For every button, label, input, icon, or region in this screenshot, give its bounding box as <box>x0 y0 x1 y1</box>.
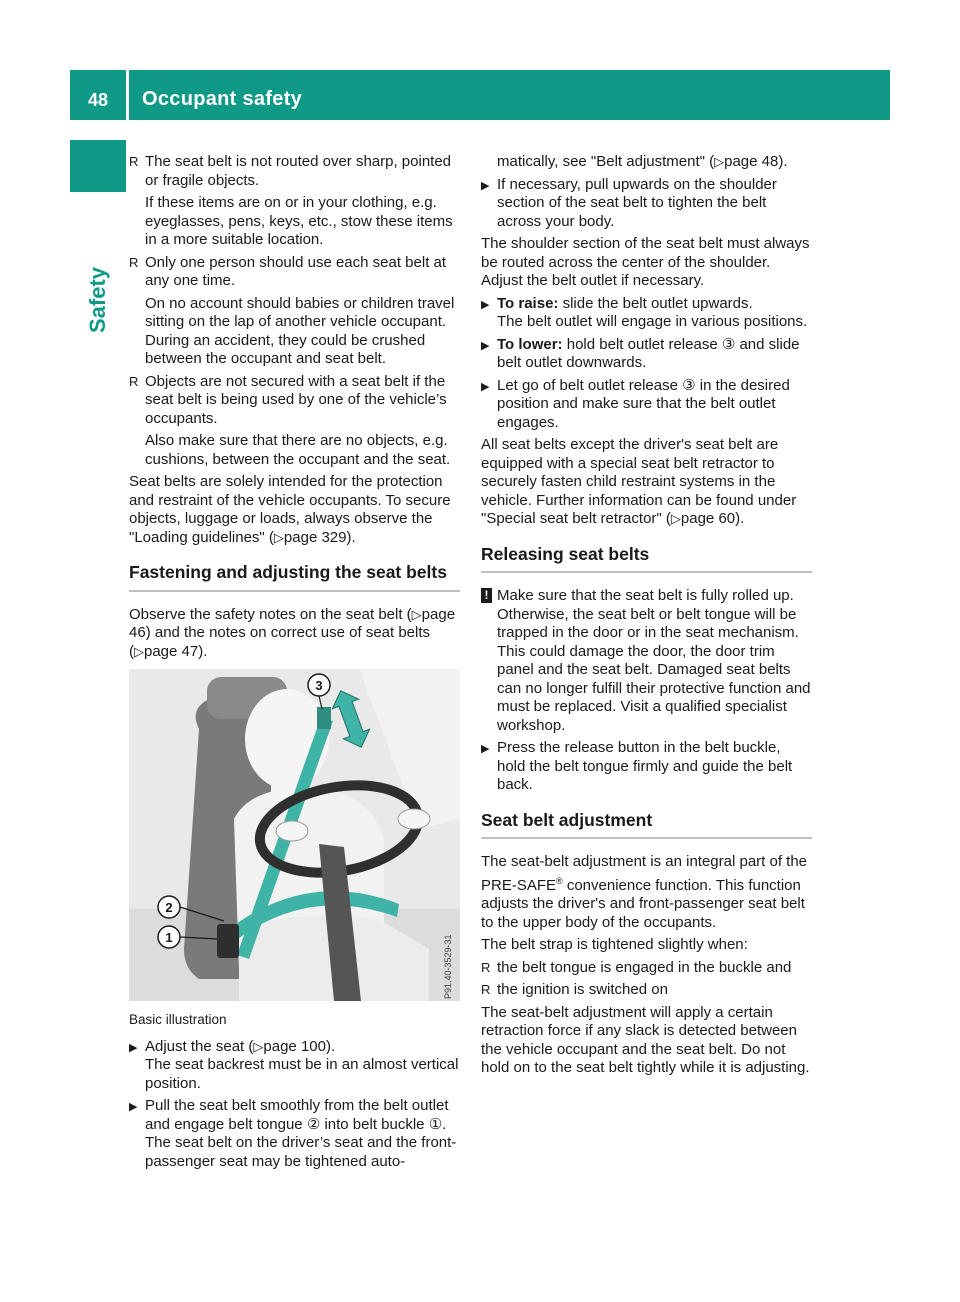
bullet-icon: R <box>129 254 139 270</box>
list-item <box>481 295 812 332</box>
step-text: Let go of belt outlet release ③ in the desired position and make sure that the belt outlet engages. <box>497 376 790 431</box>
bullet-subtext: On no account should babies or children travel sitting on the lap of another vehicle occupant. During an accident, they could be crushed between the occupant and seat belt. <box>145 294 455 367</box>
warning-note <box>481 587 812 735</box>
step-arrow-icon: ▶ <box>481 179 490 192</box>
page-reference[interactable]: page 47 <box>144 642 199 660</box>
right-column <box>481 153 812 1082</box>
final-paragraph: The seat-belt adjustment will apply a certain retraction force if any slack is detected between the vehicle occupant and the seat belt. Do not hold on to the seat belt tightly while it is adjusting. <box>481 1003 810 1076</box>
seat-belt-illustration <box>129 669 460 1001</box>
list-item <box>129 1097 460 1171</box>
bullet-text: Only one person should use each seat belt at any one time. <box>145 253 447 289</box>
page-ref-arrow-icon: ▷ <box>670 511 681 526</box>
page-ref-arrow-icon: ▷ <box>714 154 725 169</box>
list-item <box>481 959 812 978</box>
step-arrow-icon: ▶ <box>481 298 490 311</box>
list-item <box>129 1038 460 1094</box>
step-arrow-icon: ▶ <box>481 743 490 755</box>
page-header <box>70 70 890 120</box>
bullet-icon: R <box>129 154 139 169</box>
list-item <box>481 739 812 795</box>
list-item <box>129 254 460 369</box>
step-arrow-icon: ▶ <box>481 380 490 393</box>
list-item <box>481 377 812 433</box>
callout-ref: ③ <box>682 376 696 394</box>
step-arrow-icon: ▶ <box>481 339 490 352</box>
callout-ref: ① <box>428 1115 443 1133</box>
callout-ref: ③ <box>721 335 736 353</box>
bullet-subtext: If these items are on or in your clothing, e.g. eyeglasses, pens, keys, etc., stow these items in a more suitable location. <box>145 194 453 248</box>
step-text: To lower: hold belt outlet release ③ and slide belt outlet downwards. <box>497 335 800 371</box>
list-item <box>481 336 812 373</box>
step-text: Pull the seat belt smoothly from the belt outlet and engage belt tongue ② into belt buckle ①. The seat belt on the driver’s seat and the front-passenger seat may be tightened auto- <box>145 1097 457 1170</box>
page-reference[interactable]: page 60 <box>680 510 736 527</box>
step-arrow-icon: ▶ <box>129 1041 138 1054</box>
callout-1: 1 <box>165 930 173 945</box>
list-item <box>481 176 812 232</box>
header-divider <box>126 70 129 120</box>
bullet-icon: R <box>481 982 491 997</box>
page-reference[interactable]: page 46 <box>129 605 456 641</box>
bullet-text: the belt tongue is engaged in the buckle and <box>497 958 792 976</box>
warning-icon: ! <box>481 588 492 603</box>
section-label-text: Safety <box>85 266 111 334</box>
section-heading: Releasing seat belts <box>481 545 812 574</box>
list-item <box>129 153 460 250</box>
page-ref-arrow-icon: ▷ <box>134 643 144 659</box>
list-item <box>129 373 460 470</box>
adjustment-paragraph: The seat-belt adjustment is an integral part of the PRE-SAFE® convenience function. This function adjusts the driver's and front-passenger seat belt to the upper body of the occupants. <box>481 853 808 931</box>
page-reference[interactable]: page 329 <box>283 528 347 546</box>
shoulder-paragraph: The shoulder section of the seat belt must always be routed across the center of the shoulder. Adjust the belt outlet if necessary. <box>481 235 810 289</box>
section-heading: Seat belt adjustment <box>481 811 812 840</box>
bullet-text: the ignition is switched on <box>497 981 668 998</box>
section-heading: Fastening and adjusting the seat belts <box>129 563 460 592</box>
retractor-paragraph: All seat belts except the driver's seat belt are equipped with a special seat belt retractor to securely fasten child restraint systems in the vehicle. Further information can be found under "Special seat belt retractor" (▷page 60). <box>481 436 797 527</box>
callout-ref: ② <box>306 1115 321 1133</box>
page-title: Occupant safety <box>142 88 303 110</box>
left-column <box>129 153 460 1175</box>
page-ref-arrow-icon: ▷ <box>273 529 284 545</box>
list-item <box>481 981 812 1000</box>
step-text: Press the release button in the belt buckle, hold the belt tongue firmly and guide the belt back. <box>497 739 793 793</box>
bullet-text: The seat belt is not routed over sharp, pointed or fragile objects. <box>145 153 452 189</box>
figure-caption: Basic illustration <box>129 1012 227 1027</box>
conditions-intro: The belt strap is tightened slightly when: <box>481 936 748 953</box>
figure-code: P91.40-3529-31 <box>443 934 453 999</box>
page-ref-arrow-icon: ▷ <box>411 606 422 622</box>
intro-paragraph: Observe the safety notes on the seat belt (▷page 46) and the notes on correct use of seat belts (▷page 47). <box>129 605 456 660</box>
step-text: To raise: slide the belt outlet upwards. The belt outlet will engage in various positions. <box>497 294 808 330</box>
page-ref-arrow-icon: ▷ <box>253 1038 264 1054</box>
bullet-subtext: Also make sure that there are no objects, e.g. cushions, between the occupant and the seat. <box>145 432 451 468</box>
bullet-text: Objects are not secured with a seat belt if the seat belt is being used by one of the vehicle’s occupants. <box>145 372 447 427</box>
page-number: 48 <box>87 90 109 110</box>
bullet-icon: R <box>129 373 139 389</box>
step-text: Adjust the seat (▷page 100). The seat backrest must be in an almost vertical position. <box>145 1037 459 1092</box>
step-text: If necessary, pull upwards on the shoulder section of the seat belt to tighten the belt across your body. <box>497 175 777 230</box>
page-reference[interactable]: page 48 <box>724 153 779 170</box>
page-reference[interactable]: page 100 <box>263 1037 326 1055</box>
bullet-icon: R <box>481 959 491 975</box>
continued-text: matically, see "Belt adjustment" (▷page 48). <box>497 153 788 170</box>
warning-text: Make sure that the seat belt is fully rolled up. Otherwise, the seat belt or belt tongue will be trapped in the door or in the seat mechanism. This could damage the door, the door trim panel and the seat belt. Damaged seat belts can no longer fulfill their protective function and must be replaced. Visit a qualified specialist workshop. <box>497 587 811 734</box>
step-arrow-icon: ▶ <box>129 1101 138 1113</box>
section-marker <box>70 140 126 192</box>
callout-2: 2 <box>165 900 173 915</box>
callout-3: 3 <box>315 678 323 693</box>
section-label <box>78 260 118 340</box>
loading-paragraph: Seat belts are solely intended for the protection and restraint of the vehicle occupants. To secure objects, luggage or loads, always observe the "Loading guidelines" (▷page 329). <box>129 473 451 546</box>
